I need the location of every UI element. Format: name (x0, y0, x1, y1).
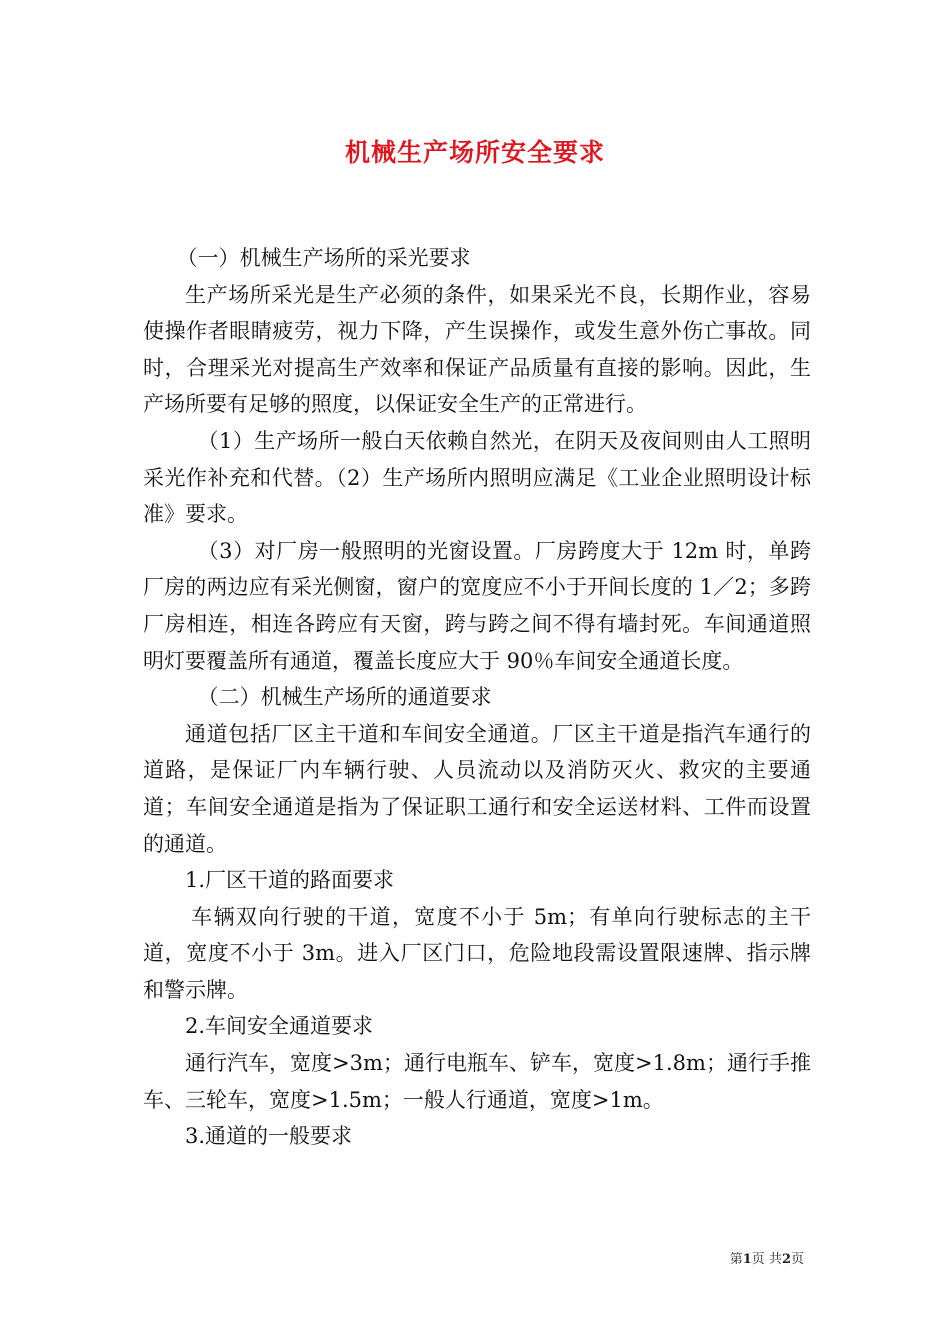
current-page-number: 1 (742, 1252, 752, 1267)
subheading: 2.车间安全通道要求 (185, 1014, 374, 1039)
page-title: 机械生产场所安全要求 (344, 138, 605, 167)
paragraph: （1）生产场所一般白天依赖自然光，在阴天及夜间则由人工照明采光作补充和代替。（2）生产场所内照明应满足《工业企业照明设计标准》要求。 (143, 428, 811, 527)
subheading: 3.通道的一般要求 (185, 1124, 353, 1149)
page-footer (730, 1248, 804, 1267)
total-page-count: 2 (781, 1252, 791, 1267)
section-heading-lighting: （一）机械生产场所的采光要求 (176, 246, 471, 270)
paragraph: 车辆双向行驶的干道，宽度不小于 5m；有单向行驶标志的主干道，宽度不小于 3m。进入厂区门口，危险地段需设置限速牌、指示牌和警示牌。 (143, 904, 811, 1002)
footer-prefix: 第 (729, 1252, 743, 1267)
footer-suffix: 页 (790, 1252, 804, 1267)
document-body (143, 240, 811, 1155)
subheading: 1.厂区干道的路面要求 (185, 868, 395, 893)
paragraph: 通道包括厂区主干道和车间安全通道。厂区主干道是指汽车通行的道路，是保证厂内车辆行驶、人员流动以及消防灭火、救灾的主要通道；车间安全通道是指为了保证职工通行和安全运送材料、工件而设置的通道。 (143, 721, 811, 856)
section-heading-passage: （二）机械生产场所的通道要求 (197, 685, 492, 710)
paragraph: 生产场所采光是生产必须的条件，如果采光不良，长期作业，容易使操作者眼睛疲劳，视力下降，产生误操作，或发生意外伤亡事故。同时，合理采光对提高生产效率和保证产品质量有直接的影响。因此，生产场所要有足够的照度，以保证安全生产的正常进行。 (143, 282, 811, 417)
paragraph: 通行汽车，宽度>3m；通行电瓶车、铲车，宽度>1.8m；通行手推车、三轮车，宽度>1.5m；一般人行通道，宽度>1m。 (143, 1051, 811, 1112)
footer-middle: 页 共 (751, 1252, 782, 1267)
paragraph: （3）对厂房一般照明的光窗设置。厂房跨度大于 12m 时，单跨厂房的两边应有采光侧窗，窗户的宽度应不小于开间长度的 1／2；多跨厂房相连，相连各跨应有天窗，跨与跨之间不得有墙封死。车间通道照明灯要覆盖所有通道，覆盖长度应大于 90％车间安全通道长度。 (143, 538, 811, 673)
